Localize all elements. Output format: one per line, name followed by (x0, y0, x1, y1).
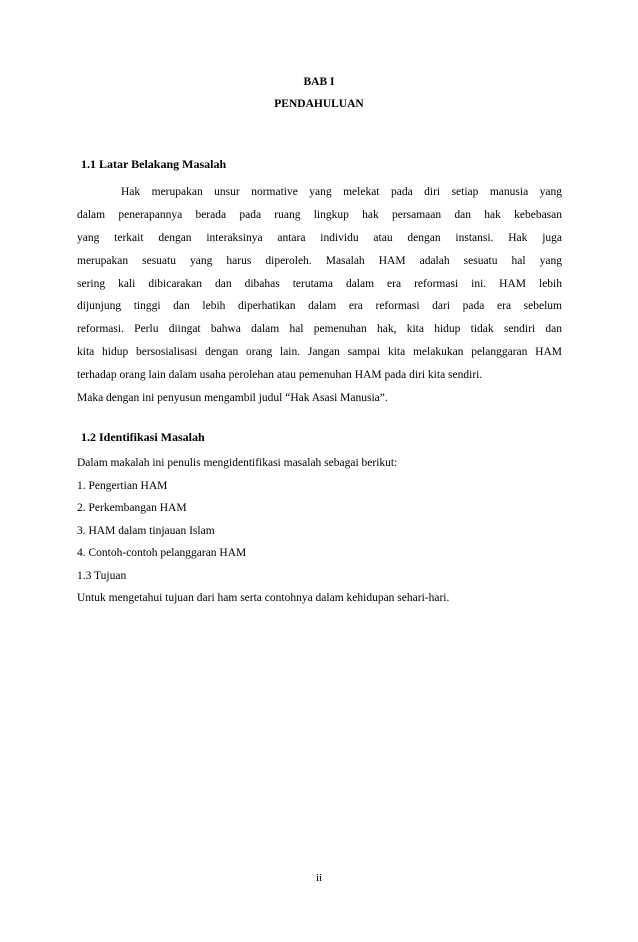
paragraph-line: Hak merupakan unsur normative yang melekat pada diri setiap manusia yang (121, 186, 562, 198)
section-heading-latar-belakang: 1.1 Latar Belakang Masalah (81, 157, 227, 171)
page-number: ii (315, 872, 323, 884)
list-item: 1. Pengertian HAM (77, 479, 168, 492)
paragraph-line: kita hidup bersosialisasi dengan orang lain. Jangan sampai kita melakukan pelanggaran HAM (77, 346, 562, 359)
purpose-text: Untuk mengetahui tujuan dari ham serta contohnya dalam kehidupan sehari-hari. (77, 592, 450, 604)
list-item: 2. Perkembangan HAM (77, 502, 187, 514)
paragraph-line: reformasi. Perlu diingat bahwa dalam hal pemenuhan hak, kita hidup tidak sendiri dan (77, 323, 562, 336)
chapter-title: PENDAHULUAN (274, 98, 364, 110)
background-paragraph (77, 181, 562, 410)
list-item: 4. Contoh-contoh pelanggaran HAM (77, 547, 247, 559)
paragraph-line: yang terkait dengan interaksinya antara individu atau dengan instansi. Hak juga (77, 231, 562, 244)
paragraph-line: merupakan sesuatu yang harus diperoleh. Masalah HAM adalah sesuatu hal yang (77, 254, 562, 267)
paragraph-line: sering kali dibicarakan dan dibahas terutama dalam era reformasi ini. HAM lebih (77, 277, 562, 290)
paragraph-line: Maka dengan ini penyusun mengambil judul “Hak Asasi Manusia”. (77, 392, 388, 405)
list-item: 3. HAM dalam tinjauan Islam (77, 524, 215, 537)
list-intro: Dalam makalah ini penulis mengidentifikasi masalah sebagai berikut: (77, 457, 398, 469)
section-heading-identifikasi: 1.2 Identifikasi Masalah (81, 430, 205, 444)
paragraph-line: dijunjung tinggi dan lebih diperhatikan dalam era reformasi dari pada era sebelum (77, 300, 562, 313)
chapter-label: BAB I (303, 76, 335, 88)
paragraph-line: terhadap orang lain dalam usaha perolehan atau pemenuhan HAM pada diri kita sendiri. (77, 369, 483, 382)
section-heading-tujuan: 1.3 Tujuan (77, 569, 127, 582)
identification-list (77, 452, 449, 610)
paragraph-line: dalam penerapannya berada pada ruang lingkup hak persamaan dan hak kebebasan (77, 208, 562, 221)
